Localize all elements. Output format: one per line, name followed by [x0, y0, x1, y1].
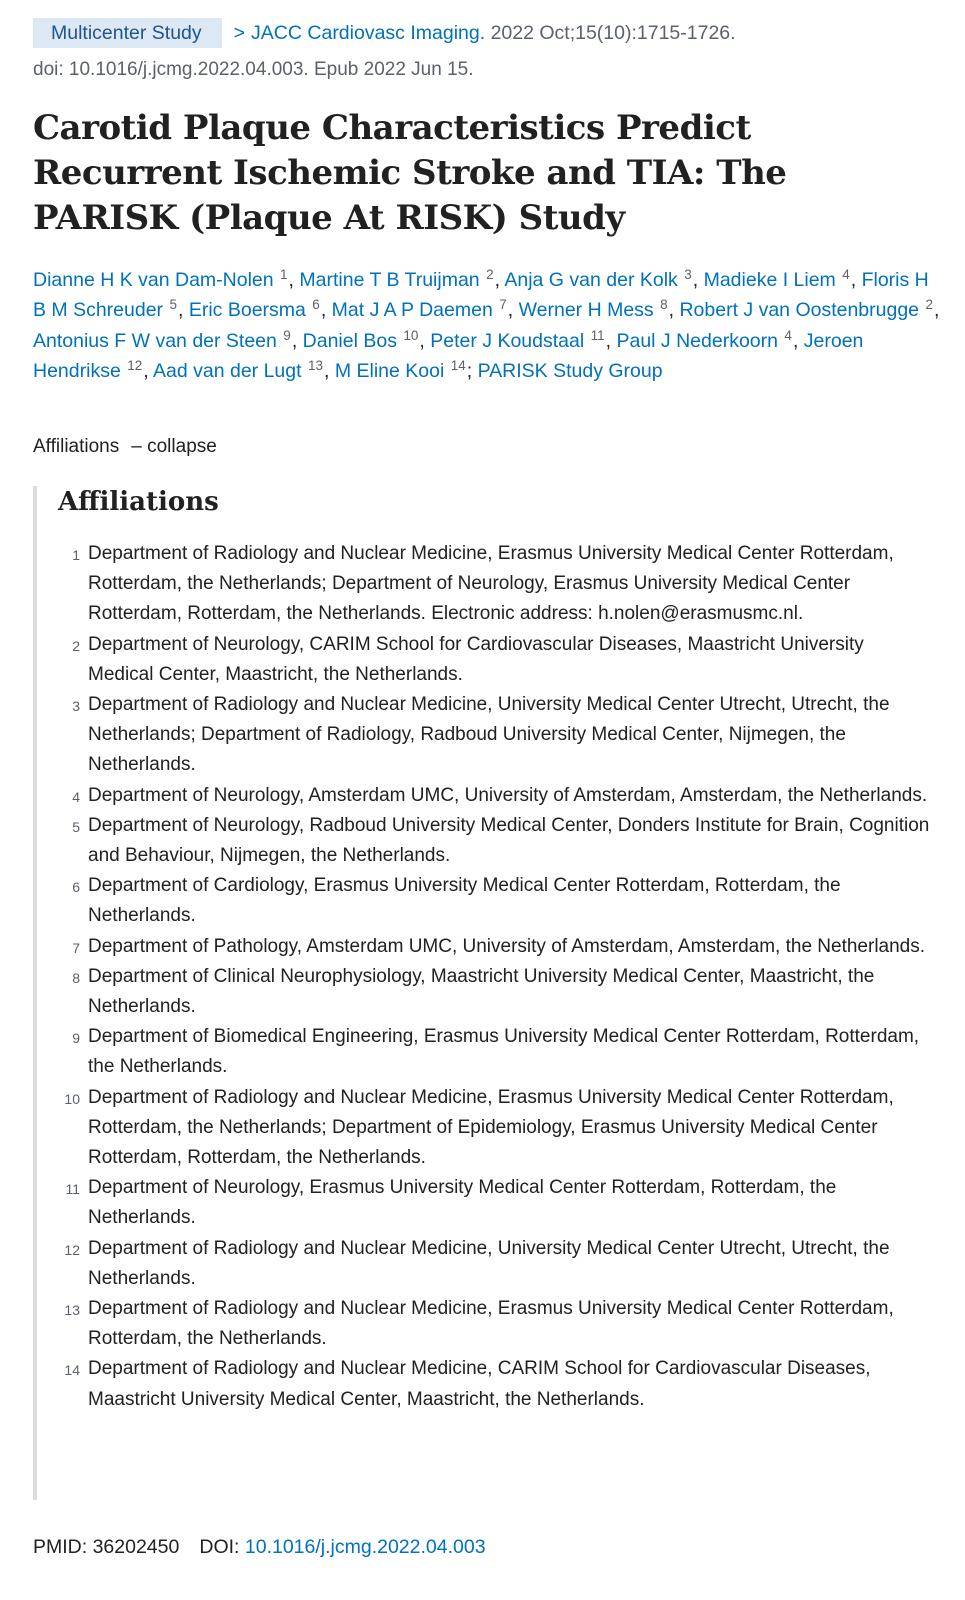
affiliation-item	[58, 781, 933, 811]
affiliations-toggle-label: Affiliations	[33, 436, 120, 457]
collapse-link[interactable]: – collapse	[131, 436, 217, 457]
author-separator: ,	[792, 329, 799, 352]
affiliation-item	[58, 1354, 933, 1414]
author-link[interactable]: Paul J Nederkoorn	[616, 329, 778, 352]
author-link[interactable]: Madieke I Liem	[703, 269, 836, 291]
affiliations-list	[58, 539, 933, 1415]
author-link[interactable]: Mat J A P Daemen	[331, 299, 493, 322]
author-affiliation-number[interactable]: 6	[312, 297, 320, 313]
affiliation-number: 3	[72, 698, 80, 715]
affiliation-number: 12	[64, 1241, 80, 1258]
author-link[interactable]: Daniel Bos	[302, 329, 397, 352]
affiliation-item	[58, 1234, 933, 1294]
author-separator: ,	[288, 269, 294, 291]
affiliation-text: Department of Radiology and Nuclear Medicine, CARIM School for Cardiovascular Diseases, Maastricht University Medical Center, Maastricht, the Netherlands.	[88, 1358, 871, 1410]
citation-row	[33, 18, 953, 48]
author-link[interactable]: Anja G van der Kolk	[504, 269, 678, 291]
affiliations-toggle[interactable]	[33, 433, 217, 461]
author-link[interactable]: Martine T B Truijman	[299, 269, 480, 291]
doi-link[interactable]: 10.1016/j.jcmg.2022.04.003	[244, 1536, 486, 1558]
author-affiliation-number[interactable]: 2	[486, 267, 494, 282]
affiliation-number: 6	[72, 879, 80, 896]
publication-type-badge[interactable]: Multicenter Study	[33, 18, 222, 48]
affiliation-text: Department of Neurology, Amsterdam UMC, University of Amsterdam, Amsterdam, the Netherlands.	[88, 784, 928, 806]
author-separator: ,	[143, 359, 149, 382]
author-link[interactable]: Floris H B M Schreuder	[33, 269, 929, 322]
affiliations-panel	[33, 486, 933, 1500]
affiliation-text: Department of Radiology and Nuclear Medicine, University Medical Center Utrecht, Utrecht, the Netherlands.	[88, 1237, 890, 1289]
affiliation-item	[58, 539, 933, 630]
author-link[interactable]: PARISK Study Group	[477, 359, 663, 382]
author-affiliation-number[interactable]: 10	[403, 327, 419, 343]
author-affiliation-number[interactable]: 8	[660, 297, 668, 313]
affiliation-number: 7	[72, 939, 80, 956]
author-affiliation-number[interactable]: 14	[450, 357, 466, 373]
affiliation-item	[58, 871, 933, 931]
author-affiliation-number[interactable]: 13	[307, 357, 323, 373]
affiliation-text: Department of Cardiology, Erasmus University Medical Center Rotterdam, Rotterdam, the Netherlands.	[88, 875, 841, 927]
affiliations-heading: Affiliations	[58, 487, 219, 517]
author-affiliation-number[interactable]: 7	[499, 297, 507, 313]
author-link[interactable]: Robert J van Oostenbrugge	[679, 299, 920, 322]
affiliation-item	[58, 1083, 933, 1174]
author-affiliation-number[interactable]: 1	[280, 267, 288, 282]
affiliation-number: 9	[72, 1030, 80, 1047]
authors-list	[33, 265, 943, 386]
identifiers-footer	[33, 1533, 486, 1561]
author-affiliation-number[interactable]: 3	[684, 267, 692, 282]
affiliation-number: 11	[65, 1181, 80, 1198]
author-link[interactable]: Jeroen Hendrikse	[33, 329, 864, 382]
author-separator: ,	[291, 329, 298, 352]
journal-link[interactable]: JACC Cardiovasc Imaging.	[251, 22, 486, 44]
affiliation-item	[58, 1294, 933, 1354]
doi-epub-line: doi: 10.1016/j.jcmg.2022.04.003. Epub 2022 Jun 15.	[33, 59, 474, 80]
affiliation-number: 14	[64, 1362, 80, 1379]
affiliation-number: 10	[64, 1090, 80, 1107]
affiliation-item	[58, 630, 933, 690]
author-separator: ,	[507, 299, 514, 322]
affiliation-text: Department of Clinical Neurophysiology, Maastricht University Medical Center, Maastricht, the Netherlands.	[88, 965, 875, 1018]
affiliation-text: Department of Neurology, CARIM School for Cardiovascular Diseases, Maastricht University Medical Center, Maastricht, the Netherlands.	[88, 633, 864, 685]
author-separator: ,	[494, 269, 501, 291]
author-separator: ,	[324, 359, 330, 382]
pmid: PMID: 36202450	[33, 1536, 180, 1558]
affiliation-item	[58, 690, 933, 781]
author-link[interactable]: Antonius F W van der Steen	[33, 329, 277, 352]
affiliation-item	[58, 1022, 933, 1082]
affiliation-number: 2	[72, 637, 80, 654]
affiliation-text: Department of Neurology, Erasmus University Medical Center Rotterdam, Rotterdam, the Netherlands.	[88, 1177, 837, 1229]
affiliation-text: Department of Radiology and Nuclear Medicine, University Medical Center Utrecht, Utrecht, the Netherlands; Department of Radiology, Radboud University Medical Center, Nijmegen, the Netherlands.	[88, 694, 890, 776]
author-affiliation-number[interactable]: 4	[842, 267, 850, 282]
author-link[interactable]: Peter J Koudstaal	[430, 329, 585, 352]
author-separator: ;	[466, 359, 473, 382]
author-affiliation-number[interactable]: 5	[169, 297, 177, 313]
author-separator: ,	[668, 299, 675, 322]
affiliation-text: Department of Neurology, Radboud University Medical Center, Donders Institute for Brain, Cognition and Behaviour, Nijmegen, the Netherlands.	[88, 814, 930, 867]
affiliation-item	[58, 932, 933, 962]
author-separator: ,	[605, 329, 612, 352]
author-affiliation-number[interactable]: 9	[283, 327, 291, 343]
article-title: Carotid Plaque Characteristics Predict Recurrent Ischemic Stroke and TIA: The PARISK (Plaque At RISK) Study	[33, 108, 787, 238]
author-link[interactable]: Dianne H K van Dam-Nolen	[33, 269, 274, 291]
author-affiliation-number[interactable]: 12	[127, 357, 143, 373]
chevron-right-icon: >	[233, 22, 246, 44]
affiliation-text: Department of Biomedical Engineering, Erasmus University Medical Center Rotterdam, Rotterdam, the Netherlands.	[88, 1026, 920, 1078]
author-link[interactable]: Eric Boersma	[188, 299, 306, 322]
affiliation-number: 4	[72, 788, 80, 805]
affiliation-number: 5	[72, 818, 80, 835]
affiliation-text: Department of Pathology, Amsterdam UMC, University of Amsterdam, Amsterdam, the Netherlands.	[88, 935, 926, 957]
author-affiliation-number[interactable]: 2	[925, 297, 933, 313]
affiliation-number: 8	[72, 969, 80, 986]
affiliation-item	[58, 811, 933, 871]
author-link[interactable]: Aad van der Lugt	[153, 359, 302, 382]
author-separator: ,	[419, 329, 425, 352]
citation-details: 2022 Oct;15(10):1715-1726.	[490, 22, 736, 44]
affiliation-item	[58, 962, 933, 1022]
affiliation-item	[58, 1173, 933, 1233]
affiliation-text: Department of Radiology and Nuclear Medicine, Erasmus University Medical Center Rotterdam, Rotterdam, the Netherlands; Department of Neurology, Erasmus University Medical Center Rotterdam, Rotterdam, the Netherlands. Electronic address: h.nolen@erasmusmc.nl.	[88, 543, 894, 625]
author-separator: ,	[692, 269, 699, 291]
affiliation-text: Department of Radiology and Nuclear Medicine, Erasmus University Medical Center Rotterdam, Rotterdam, the Netherlands; Department of Epidemiology, Erasmus University Medical Center Rotterdam, Rotterdam, the Netherlands.	[88, 1086, 894, 1169]
author-link[interactable]: Werner H Mess	[518, 299, 654, 322]
affiliation-number: 13	[64, 1302, 80, 1319]
author-affiliation-number[interactable]: 4	[784, 327, 792, 343]
doi-label: DOI:	[199, 1536, 240, 1558]
author-separator: ,	[850, 269, 857, 291]
author-affiliation-number[interactable]: 11	[590, 327, 605, 343]
author-separator: ,	[178, 299, 184, 322]
author-link[interactable]: M Eline Kooi	[334, 359, 445, 382]
affiliation-text: Department of Radiology and Nuclear Medicine, Erasmus University Medical Center Rotterdam, Rotterdam, the Netherlands.	[88, 1298, 894, 1350]
author-separator: ,	[320, 299, 327, 322]
affiliation-number: 1	[72, 547, 80, 563]
author-separator: ,	[933, 299, 940, 322]
